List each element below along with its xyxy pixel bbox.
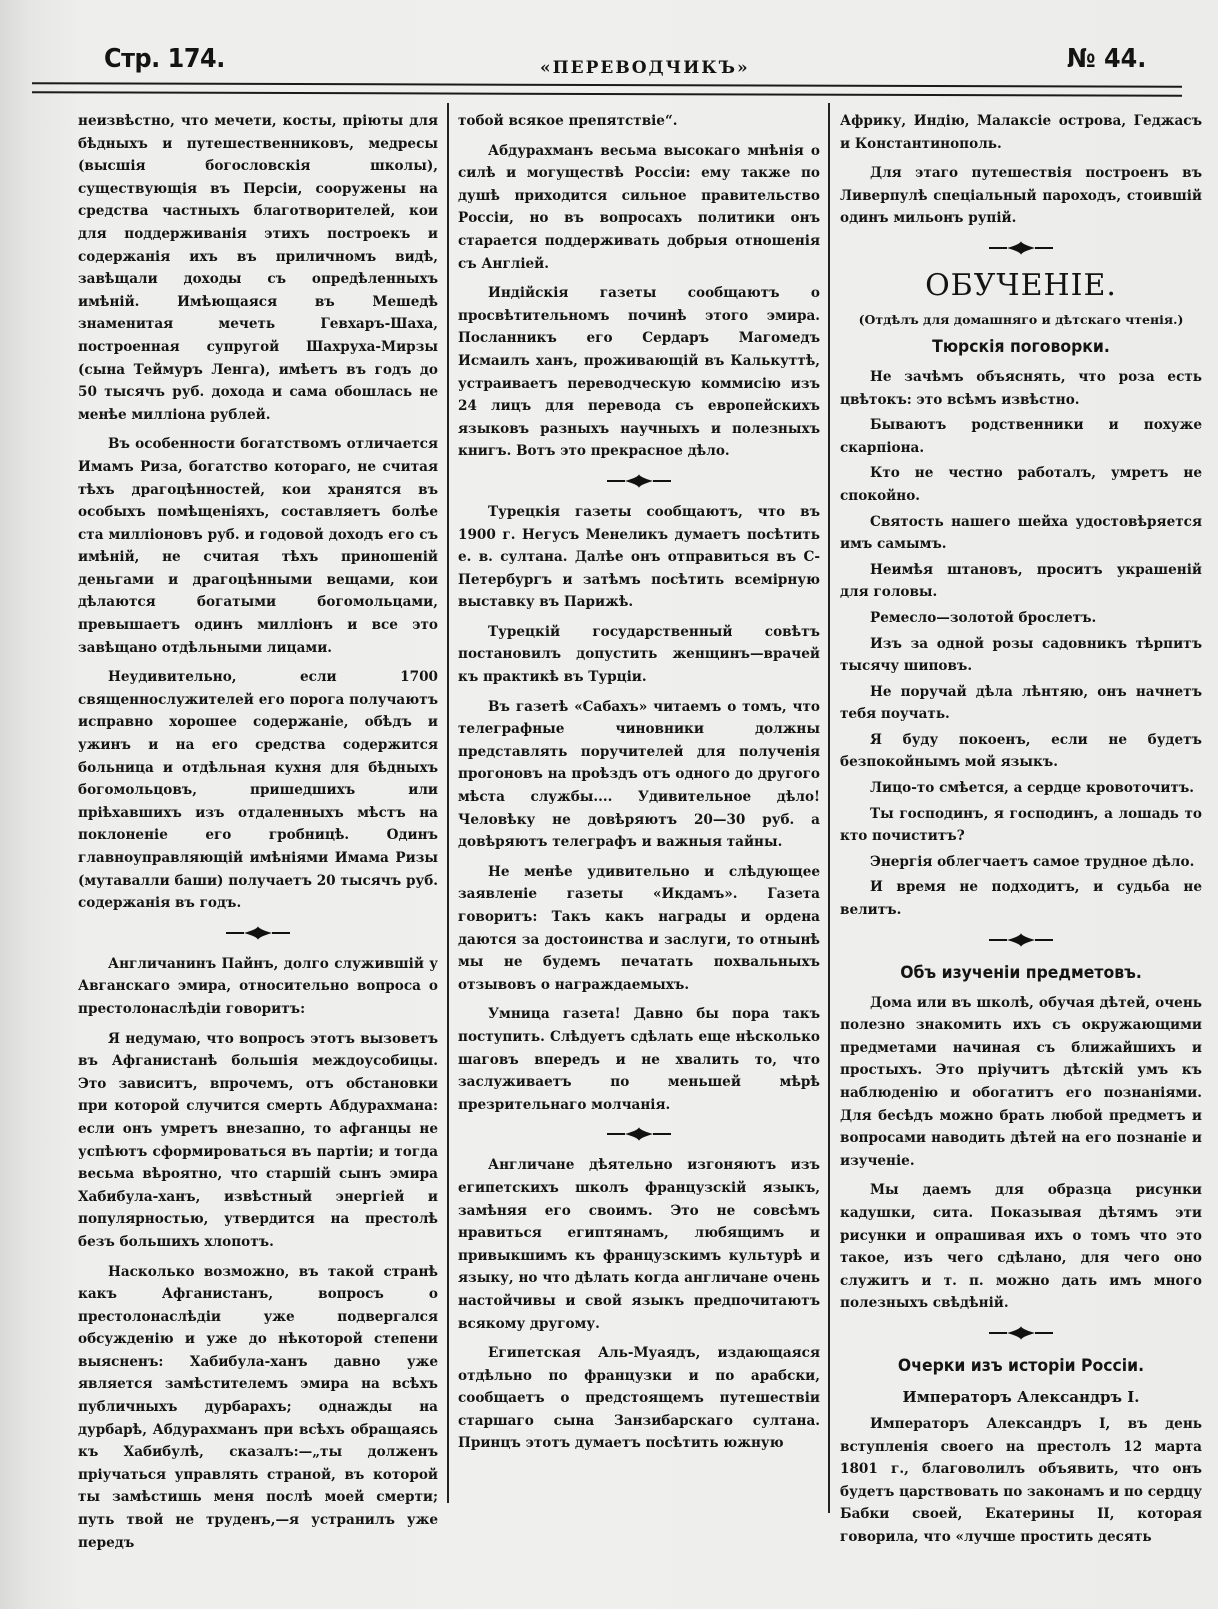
proverb-item: Неимѣя штановъ, проситъ украшеній для головы. (840, 561, 1202, 601)
ornamental-separator-icon (840, 932, 1202, 948)
ornamental-separator-icon (458, 1126, 820, 1142)
article-paragraph: Неудивительно, если 1700 священнослужителей его порога получаютъ исправно хорошее содержаніе, обѣдъ и ужинъ и на его средства содержится больница и отдѣльная кухня для бѣдныхъ богомольцовъ, пришедшихъ или пріѣхавшихъ изъ отдаленныхъ мѣстъ на поклоненіе его гробницѣ. Одинъ главноуправляющій имѣніями Имама Ризы (мутавалли баши) получаетъ 20 тысячъ руб. содержанія въ годъ. (78, 669, 438, 912)
article-paragraph: Египетская Аль-Муаядъ, издающаяся отдѣльно по французки и по арабски, сообщаетъ о предстоящемъ путешествіи старшаго сына Занзибарскаго султана. Принцъ этотъ думаетъ посѣтить южную (458, 1345, 820, 1452)
column-3 (840, 110, 1202, 1556)
issue-number: № 44. (1066, 44, 1146, 74)
section-title: ОБУЧЕНІЕ. (925, 267, 1117, 303)
page-number: Стр. 174. (104, 44, 225, 74)
article-paragraph: Мы даемъ для образца рисунки кадушки, сита. Показывая дѣтямъ эти рисунки и опрашивая ихъ о томъ что это такое, изъ чего сдѣлано, для чего оно служитъ и т. п. можно дать имъ много полезныхъ свѣдѣній. (840, 1182, 1202, 1312)
ornamental-separator-icon (840, 240, 1202, 256)
column-divider-2 (828, 103, 830, 1513)
article-paragraph: Африку, Индію, Малаксіе острова, Геджасъ и Константинополь. (840, 113, 1202, 152)
article-paragraph: Абдурахманъ весьма высокаго мнѣнія о силѣ и могуществѣ Россіи: ему также по душѣ приходится сильное правительство Россіи, но въ вопросахъ политики онъ старается поддерживать добрыя отношенія съ Англіей. (458, 142, 820, 272)
proverb-item: Кто не честно работалъ, умретъ не спокойно. (840, 465, 1202, 504)
proverbs-heading: Тюрскія поговорки. (932, 336, 1110, 357)
proverb-item: Я буду покоенъ, если не будетъ безпокойнымъ мой языкъ. (840, 731, 1202, 771)
article-paragraph: Въ газетѣ «Сабахъ» читаемъ о томъ, что телеграфные чиновники должны представлять поручителей для полученія прогоновъ на проѣздъ отъ одного до другого мѣста службы.... Удивительное дѣло! Человѣку не довѣряютъ 20—30 руб. а довѣряютъ телеграфъ и важныя тайны. (458, 698, 820, 851)
history-heading: Очерки изъ исторіи Россіи. (897, 1355, 1145, 1376)
article-paragraph: Турецкія газеты сообщаютъ, что въ 1900 г. Негусъ Менеликъ думаетъ посѣтить е. в. султана. Далѣе онъ отправиться въ С-Петербургъ и затѣмъ посѣтить всемірную выставку въ Парижѣ. (458, 503, 820, 611)
proverb-item: Энергія облегчаетъ самое трудное дѣло. (870, 853, 1195, 870)
masthead (100, 44, 1160, 84)
article-paragraph: неизвѣстно, что мечети, косты, пріюты для бѣдныхъ и путешественниковъ, медресы (высшія богословскія школы), существующія въ Персіи, сооружены на средства частныхъ благотворителей, кои для поддерживанія этихъ построекъ и содержанія ихъ въ приличномъ видѣ, завѣщали доходы съ опредѣленныхъ имѣній. Имѣющаяся въ Мешедѣ знаменитая мечеть Гевхаръ-Шаха, построенная супругой Шахруха-Мирзы (сына Теймуръ Ленга), имѣетъ въ годъ до 50 тысячъ руб. дохода и сама обошлась не менѣе милліона рублей. (78, 113, 438, 423)
ornamental-separator-icon (840, 1325, 1202, 1341)
article-paragraph: Насколько возможно, въ такой странѣ какъ Афганистанъ, вопросъ о престолонаслѣдіи уже подвергался обсужденію и уже до нѣкоторой степени выясненъ: Хабибула-ханъ давно уже является замѣстителемъ эмира на всѣхъ публичныхъ дурбарахъ; однажды на дурбарѣ, Абдурахманъ при всѣхъ обращаясь къ Хабибулѣ, сказалъ:—„ты долженъ пріучаться управлять страной, въ которой ты замѣстишь меня послѣ моей смерти; путь твой не труденъ,—я устранилъ уже передъ (78, 1263, 438, 1551)
article-paragraph: Умница газета! Давно бы пора такъ поступить. Слѣдуетъ сдѣлать еще нѣсколько шаговъ впередъ и не хвалить то, что заслуживаетъ по меньшей мѣрѣ презрительнаго молчанія. (458, 1006, 820, 1113)
proverb-item: Не поручай дѣла лѣнтяю, онъ начнетъ тебя поучать. (840, 683, 1202, 723)
ornamental-separator-icon (458, 473, 820, 489)
proverb-item: Не зачѣмъ объяснять, что роза есть цвѣтокъ: это всѣмъ извѣстно. (840, 368, 1202, 408)
article-paragraph: Для этаго путешествія построенъ въ Ливерпулѣ спеціальный пароходъ, стоившій одинъ мильонъ рупій. (840, 165, 1202, 227)
proverbs-list (840, 366, 1202, 922)
proverb-item: Ты господинъ, я господинъ, а лошадь то кто почиститъ? (840, 805, 1202, 845)
article-paragraph: Англичане дѣятельно изгоняютъ изъ египетскихъ школъ французскій языкъ, замѣняя его своимъ. Это не совсѣмъ нравиться египтянамъ, любящимъ и привыкшимъ къ французскимъ культурѣ и языку, но что дѣлать когда англичане очень настойчивы и свой языкъ предпочитаютъ всякому другому. (458, 1157, 820, 1332)
proverb-item: Бываютъ родственники и похуже скарпіона. (840, 417, 1202, 456)
proverb-item: Лицо-то смѣется, а сердце кровоточитъ. (870, 780, 1195, 797)
article-paragraph: тобой всякое препятствіе“. (458, 113, 678, 129)
section-note: (Отдѣлъ для домашняго и дѣтскаго чтенія.) (858, 311, 1184, 327)
article-paragraph: Я недумаю, что вопросъ этотъ вызоветъ въ Афганистанѣ большія междоусобицы. Это зависитъ, впрочемъ, отъ обстановки при которой случится смерть Абдурахмана: если онъ умретъ внезапно, то афганцы не успѣютъ сформироваться въ партіи; и тогда весьма вѣроятно, что старшій сынъ эмира Хабибула-ханъ, извѣстный энергіей и популярностью, утвердится на престолѣ безъ большихъ хлопотъ. (78, 1030, 438, 1250)
article-paragraph: Не менѣе удивительно и слѣдующее заявленіе газеты «Икдамъ». Газета говоритъ: Такъ какъ награды и ордена даются за достоинства и заслуги, то отнынѣ мы не будемъ печатать похвальныхъ отзывовъ о награждаемыхъ. (458, 863, 820, 993)
article-paragraph: Индійскія газеты сообщаютъ о просвѣтительномъ починѣ этого эмира. Посланникъ его Сердаръ Магомедъ Исмаилъ ханъ, проживающій въ Калькуттѣ, устраиваетъ переводческую коммисію изъ 24 лицъ для перевода съ европейскихъ языковъ разныхъ научныхъ и полезныхъ книгъ. Вотъ это прекрасное дѣло. (458, 285, 820, 460)
proverb-item: И время не подходитъ, и судьба не велитъ. (840, 879, 1202, 919)
article-paragraph: Въ особенности богатствомъ отличается Имамъ Риза, богатство котораго, не считая тѣхъ драгоцѣнностей, кои хранятся въ особыхъ помѣщеніяхъ, составляетъ болѣе ста милліоновъ руб. и годовой доходъ его съ имѣній, не считая тѣхъ приношеній деньгами и драгоцѣнными вещами, кои дѣлаются богатыми богомольцами, превышаетъ одинъ милліонъ и все это завѣщано отдѣльными лицами. (78, 436, 438, 656)
header-rule-bottom (32, 91, 1182, 97)
article-paragraph: Дома или въ школѣ, обучая дѣтей, очень полезно знакомить ихъ съ окружающими предметами начиная съ ближайшихъ и простыхъ. Это пріучитъ дѣтскій умъ къ наблюденію и обогатитъ его познаніями. Для бесѣдъ можно брать любой предметъ и вопросами наводить дѣтей на его познаніе и изученіе. (840, 994, 1202, 1169)
proverb-item: Святость нашего шейха удостовѣряется имъ самымъ. (840, 513, 1202, 553)
history-subheading: Императоръ Александръ I. (902, 1387, 1140, 1406)
proverb-item: Изъ за одной розы садовникъ тѣрпитъ тысячу шиповъ. (840, 635, 1202, 675)
newspaper-title: «ПЕРЕВОДЧИКЪ» (540, 58, 750, 78)
column-2 (458, 110, 820, 1462)
article-paragraph: Императоръ Александръ I, въ день вступленія своего на престолъ 12 марта 1801 г., благоволилъ объявить, что онъ будетъ царствовать по законамъ и по сердцу Бабки своей, Екатерины II, которая говорила, что «лучше простить десять (840, 1415, 1202, 1545)
article-paragraph: Англичанинъ Пайнъ, долго служившій у Авганскаго эмира, относительно вопроса о престолонаслѣдіи говоритъ: (78, 955, 438, 1017)
article-paragraph: Турецкій государственный совѣтъ постановилъ допустить женщинъ—врачей къ практикѣ въ Турціи. (458, 623, 820, 686)
proverb-item: Ремесло—золотой брослетъ. (870, 609, 1097, 626)
column-divider-1 (447, 103, 449, 1503)
objects-heading: Объ изученіи предметовъ. (900, 962, 1142, 983)
column-1 (78, 110, 438, 1561)
ornamental-separator-icon (78, 925, 438, 941)
